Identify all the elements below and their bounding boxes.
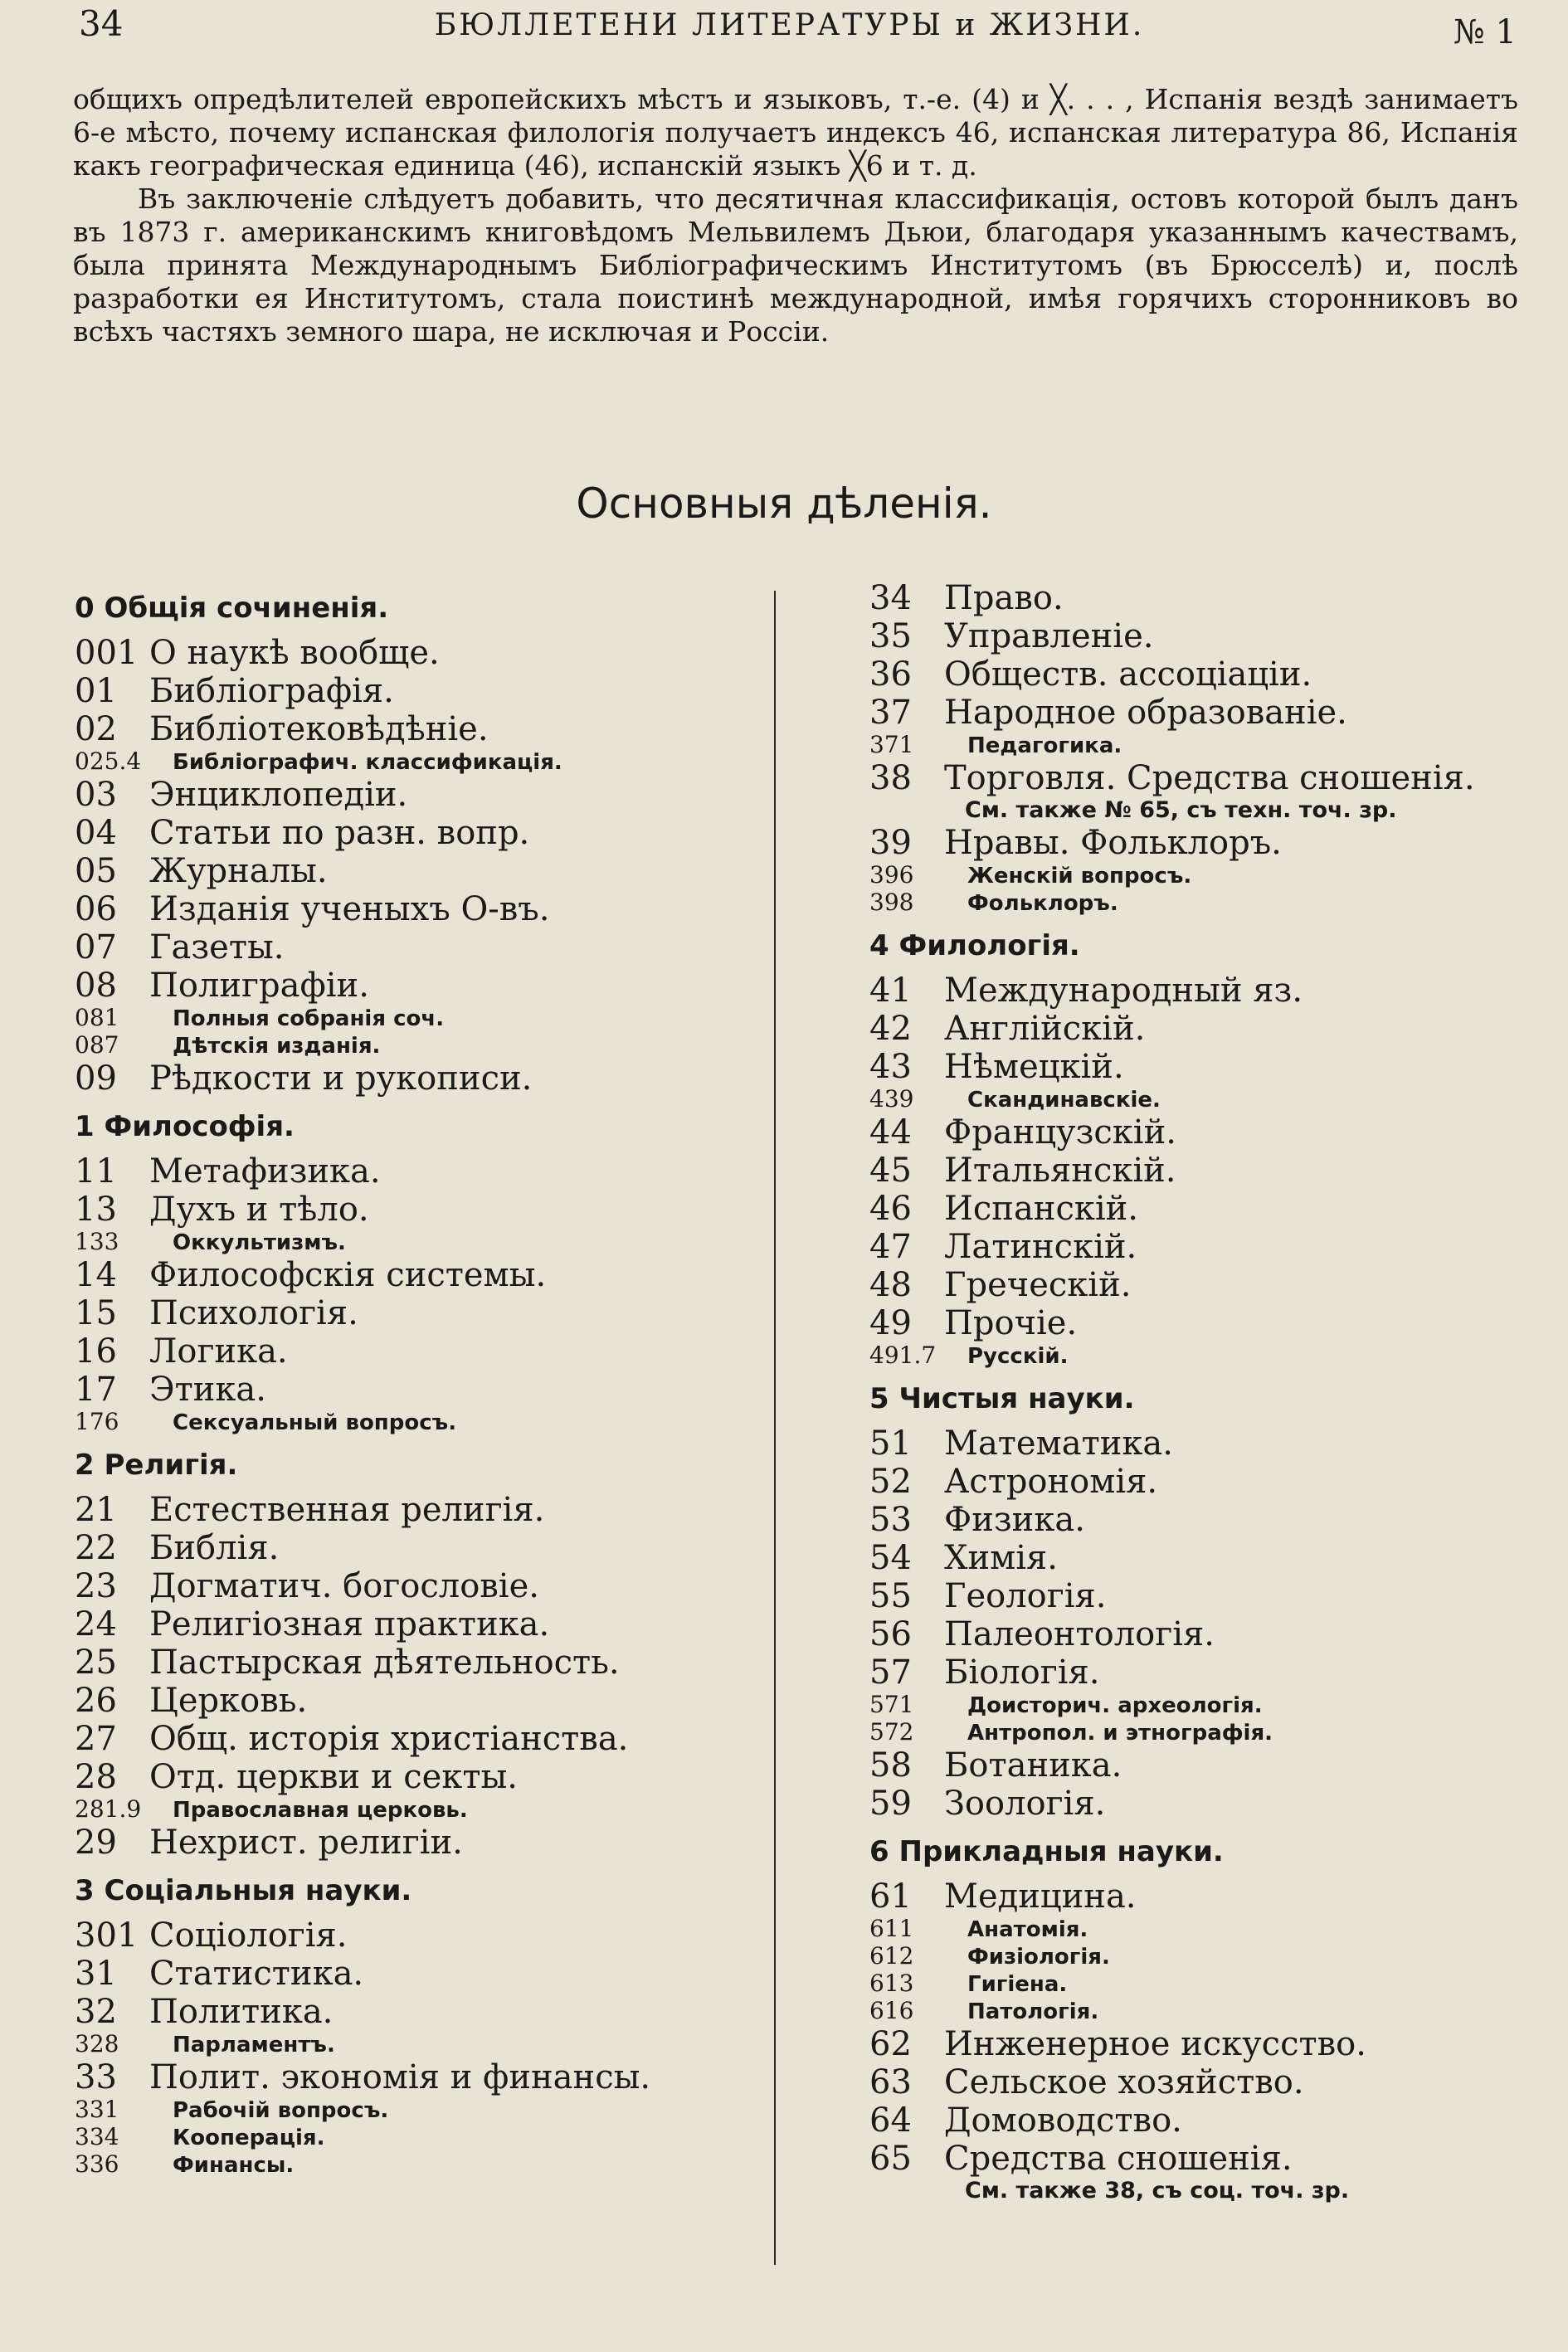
classification-entry xyxy=(75,1993,763,2031)
classification-entry xyxy=(869,1190,1525,1228)
class-label: Зоологія. xyxy=(944,1785,1106,1823)
class-code: 13 xyxy=(75,1191,117,1229)
classification-entry xyxy=(869,1877,1525,1916)
classification-entry xyxy=(75,2096,763,2124)
classification-entry xyxy=(75,1824,763,1862)
class-code: 49 xyxy=(869,1304,912,1342)
class-label: Нехрист. религіи. xyxy=(149,1824,463,1862)
class-code: 55 xyxy=(869,1577,912,1615)
classification-entry xyxy=(869,1615,1525,1653)
classification-entry xyxy=(75,2124,763,2151)
class-code: 24 xyxy=(75,1605,117,1643)
class-code: 611 xyxy=(869,1915,914,1942)
classification-entry xyxy=(869,1424,1525,1463)
classification-entry xyxy=(75,852,763,890)
class-label: Философскія системы. xyxy=(149,1256,547,1294)
class-label: Нравы. Фольклоръ. xyxy=(944,824,1282,862)
classification-entry xyxy=(869,2101,1525,2140)
classification-entry xyxy=(869,1152,1525,1190)
class-label: Астрономія. xyxy=(944,1463,1158,1501)
class-code: 301 xyxy=(75,1916,139,1955)
class-label: Прочіе. xyxy=(944,1304,1078,1342)
classification-entry xyxy=(869,889,1525,917)
classification-entry xyxy=(75,2151,763,2179)
classification-entry xyxy=(75,1191,763,1229)
classification-entry xyxy=(75,776,763,814)
class-code: 133 xyxy=(75,1228,119,1255)
class-label: Библіографія. xyxy=(149,672,394,710)
class-code: 01 xyxy=(75,672,117,710)
classification-group xyxy=(869,579,1525,917)
class-label: Пастырская дѣятельность. xyxy=(149,1643,620,1682)
class-label: Статьи по разн. вопр. xyxy=(149,814,530,852)
class-code: 334 xyxy=(75,2123,119,2150)
class-code: 64 xyxy=(869,2101,912,2140)
classification-entry xyxy=(75,634,763,672)
class-code: 616 xyxy=(869,1997,914,2024)
classification-entry xyxy=(869,1086,1525,1113)
class-code: 29 xyxy=(75,1824,117,1862)
class-code: 371 xyxy=(869,731,914,758)
class-code: 23 xyxy=(75,1567,117,1605)
class-code: 27 xyxy=(75,1720,117,1758)
classification-entry xyxy=(869,1916,1525,1943)
class-label: Антропол. и этнографія. xyxy=(967,1721,1273,1746)
classification-entry xyxy=(75,967,763,1005)
class-code: 53 xyxy=(869,1501,912,1539)
classification-entry xyxy=(75,1256,763,1294)
class-code: 37 xyxy=(869,694,912,732)
running-title: БЮЛЛЕТЕНИ ЛИТЕРАТУРЫ и ЖИЗНИ. xyxy=(434,8,1145,42)
class-code: 52 xyxy=(869,1463,912,1501)
class-code: 328 xyxy=(75,2030,119,2057)
classification-entry xyxy=(75,1059,763,1098)
classification-entry xyxy=(869,655,1525,694)
classification-entry xyxy=(75,1682,763,1720)
classification-entry xyxy=(869,1228,1525,1266)
class-label: Анатомія. xyxy=(967,1917,1088,1942)
intro-paragraph: общихъ опредѣлителей европейскихъ мѣстъ и языковъ, т.-е. (4) и ╳. . . , Испанія вездѣ занимаетъ 6-е мѣсто, почему испанская филологія получаетъ индексъ 46, испанская литература 86, Испанія какъ географическая единица (46), испанскій языкъ ╳6 и т. д. xyxy=(73,83,1518,182)
classification-entry xyxy=(75,748,763,776)
classification-entry xyxy=(75,1529,763,1567)
class-label: Нѣмецкій. xyxy=(944,1048,1124,1086)
left-column xyxy=(75,579,763,2179)
class-code: 54 xyxy=(869,1539,912,1577)
class-label: Французскій. xyxy=(944,1113,1176,1152)
classification-entry xyxy=(869,1746,1525,1785)
class-label: Кооперація. xyxy=(173,2126,325,2150)
class-code: 176 xyxy=(75,1408,119,1435)
classification-entry xyxy=(75,1567,763,1605)
classification-group xyxy=(869,1381,1525,1823)
classification-entry xyxy=(869,971,1525,1010)
classification-entry xyxy=(869,694,1525,732)
class-label: Духъ и тѣло. xyxy=(149,1191,369,1229)
class-code: 081 xyxy=(75,1004,119,1031)
class-label: Общ. исторія христіанства. xyxy=(149,1720,629,1758)
class-label: Гигіена. xyxy=(967,1972,1068,1997)
class-code: 28 xyxy=(75,1758,117,1796)
class-code: 42 xyxy=(869,1010,912,1048)
classification-entry xyxy=(75,1332,763,1371)
class-label: Журналы. xyxy=(149,852,328,890)
classification-group xyxy=(75,591,763,1098)
classification-entry xyxy=(75,814,763,852)
class-label: Инженерное искусство. xyxy=(944,2025,1366,2063)
classification-entry xyxy=(869,732,1525,759)
class-label: О наукѣ вообще. xyxy=(149,634,440,672)
class-label: Рѣдкости и рукописи. xyxy=(149,1059,533,1098)
classification-entry xyxy=(75,1032,763,1059)
class-code: 61 xyxy=(869,1877,912,1916)
class-code: 336 xyxy=(75,2150,119,2178)
classification-entry xyxy=(75,1955,763,1993)
class-label: Домоводство. xyxy=(944,2101,1182,2140)
class-label: Греческій. xyxy=(944,1266,1132,1304)
classification-entry xyxy=(75,672,763,710)
class-code: 36 xyxy=(869,655,912,694)
classification-entry xyxy=(869,1463,1525,1501)
class-label: Средства сношенія. xyxy=(944,2140,1293,2178)
class-code: 15 xyxy=(75,1294,117,1332)
class-label: Патологія. xyxy=(967,1999,1099,2024)
group-heading: 0 Общія сочиненія. xyxy=(75,592,389,625)
class-label: Медицина. xyxy=(944,1877,1137,1916)
class-label: Отд. церкви и секты. xyxy=(149,1758,519,1796)
class-code: 48 xyxy=(869,1266,912,1304)
class-label: Физика. xyxy=(944,1501,1085,1539)
class-label: Біологія. xyxy=(944,1653,1100,1692)
class-label: Полныя собранія соч. xyxy=(173,1006,445,1031)
class-label: Изданія ученыхъ О-въ. xyxy=(149,890,550,928)
class-code: 331 xyxy=(75,2096,119,2123)
class-label: Физіологія. xyxy=(967,1945,1110,1970)
classification-entry xyxy=(869,1692,1525,1719)
classification-entry xyxy=(869,1998,1525,2025)
class-label: Геологія. xyxy=(944,1577,1107,1615)
class-label: Полит. экономія и финансы. xyxy=(149,2058,651,2096)
classification-group xyxy=(75,1109,763,1436)
class-code: 398 xyxy=(869,889,914,916)
class-label: Право. xyxy=(944,579,1064,617)
intro-text xyxy=(73,83,1518,348)
cross-reference-note: См. также № 65, съ техн. точ. зр. xyxy=(965,797,1397,823)
class-label: Церковь. xyxy=(149,1682,308,1720)
class-label: Сексуальный вопросъ. xyxy=(173,1410,457,1435)
classification-group xyxy=(869,1834,1525,2204)
class-label: Управленіе. xyxy=(944,617,1154,655)
section-title: Основныя дѣленія. xyxy=(576,480,992,528)
class-code: 32 xyxy=(75,1993,117,2031)
classification-entry xyxy=(869,2063,1525,2101)
classification-group xyxy=(75,1448,763,1862)
class-code: 571 xyxy=(869,1691,914,1718)
class-code: 087 xyxy=(75,1031,119,1059)
issue-number: № 1 xyxy=(1453,13,1517,51)
class-code: 41 xyxy=(869,971,912,1010)
class-code: 31 xyxy=(75,1955,117,1993)
classification-entry xyxy=(869,1653,1525,1692)
class-code: 06 xyxy=(75,890,117,928)
class-label: Доисторич. археологія. xyxy=(967,1693,1263,1718)
class-code: 62 xyxy=(869,2025,912,2063)
classification-entry xyxy=(869,617,1525,655)
class-label: Библіографич. классификація. xyxy=(173,750,562,775)
class-label: Парламентъ. xyxy=(173,2033,335,2057)
class-code: 07 xyxy=(75,928,117,967)
class-label: Латинскій. xyxy=(944,1228,1137,1266)
classification-entry xyxy=(869,824,1525,862)
class-code: 572 xyxy=(869,1718,914,1746)
class-label: Фольклоръ. xyxy=(967,891,1118,916)
class-code: 65 xyxy=(869,2140,912,2178)
class-label: Педагогика. xyxy=(967,733,1122,758)
page-header xyxy=(62,3,1517,53)
classification-entry xyxy=(869,862,1525,889)
group-heading: 2 Религія. xyxy=(75,1449,238,1482)
class-label: Испанскій. xyxy=(944,1190,1139,1228)
classification-entry xyxy=(75,1005,763,1032)
class-label: Статистика. xyxy=(149,1955,364,1993)
classification-entry xyxy=(869,1048,1525,1086)
classification-entry xyxy=(869,579,1525,617)
class-label: Библія. xyxy=(149,1529,280,1567)
group-heading: 6 Прикладныя науки. xyxy=(869,1835,1224,1868)
classification-entry xyxy=(869,1501,1525,1539)
class-code: 21 xyxy=(75,1491,117,1529)
classification-entry xyxy=(75,1294,763,1332)
group-heading: 4 Филологія. xyxy=(869,929,1080,962)
class-label: Естественная религія. xyxy=(149,1491,545,1529)
classification-entry xyxy=(869,2140,1525,2178)
class-label: Соціологія. xyxy=(149,1916,348,1955)
class-code: 04 xyxy=(75,814,117,852)
group-heading: 1 Философія. xyxy=(75,1110,295,1143)
class-label: Сельское хозяйство. xyxy=(944,2063,1304,2101)
class-code: 38 xyxy=(869,759,912,797)
class-label: Палеонтологія. xyxy=(944,1615,1215,1653)
classification-entry xyxy=(75,1371,763,1409)
class-label: Политика. xyxy=(149,1993,334,2031)
class-code: 09 xyxy=(75,1059,117,1098)
classification-entry xyxy=(869,1539,1525,1577)
classification-entry xyxy=(75,1916,763,1955)
cross-reference-note: См. также 38, съ соц. точ. зр. xyxy=(965,2178,1350,2203)
class-label: Энциклопедіи. xyxy=(149,776,408,814)
class-label: Народное образованіе. xyxy=(944,694,1347,732)
classification-entry xyxy=(75,2031,763,2058)
class-code: 43 xyxy=(869,1048,912,1086)
class-code: 02 xyxy=(75,710,117,748)
class-label: Логика. xyxy=(149,1332,288,1371)
class-code: 025.4 xyxy=(75,747,142,775)
class-code: 612 xyxy=(869,1942,914,1970)
class-code: 25 xyxy=(75,1643,117,1682)
class-label: Полиграфіи. xyxy=(149,967,369,1005)
class-code: 281.9 xyxy=(75,1795,142,1823)
classification-group xyxy=(869,928,1525,1370)
class-code: 57 xyxy=(869,1653,912,1692)
classification-entry xyxy=(869,1113,1525,1152)
class-code: 47 xyxy=(869,1228,912,1266)
class-label: Обществ. ассоціаціи. xyxy=(944,655,1312,694)
classification-entry xyxy=(869,2025,1525,2063)
group-heading: 5 Чистыя науки. xyxy=(869,1382,1135,1415)
class-code: 56 xyxy=(869,1615,912,1653)
class-code: 16 xyxy=(75,1332,117,1371)
classification-entry xyxy=(869,1719,1525,1746)
classification-entry xyxy=(75,1491,763,1529)
intro-paragraph: Въ заключеніе слѣдуетъ добавить, что десятичная классификація, остовъ которой былъ данъ въ 1873 г. американскимъ книговѣдомъ Мельвилемъ Дьюи, благодаря указаннымъ качествамъ, была принята Международнымъ Библіографическимъ Институтомъ (въ Брюсселѣ) и, послѣ разработки ея Институтомъ, стала поистинѣ международной, имѣя горячихъ сторонниковъ во всѣхъ частяхъ земного шара, не исключая и Россіи. xyxy=(73,183,1518,348)
class-label: Итальянскій. xyxy=(944,1152,1176,1190)
class-label: Англійскій. xyxy=(944,1010,1146,1048)
class-label: Рабочій вопросъ. xyxy=(173,2098,389,2123)
class-label: Женскій вопросъ. xyxy=(967,864,1192,889)
class-code: 14 xyxy=(75,1256,117,1294)
classification-entry xyxy=(869,1342,1525,1370)
classification-entry xyxy=(75,1643,763,1682)
classification-entry xyxy=(75,1229,763,1256)
class-code: 03 xyxy=(75,776,117,814)
class-label: Скандинавскіе. xyxy=(967,1088,1161,1113)
class-code: 05 xyxy=(75,852,117,890)
classification-entry xyxy=(75,1796,763,1824)
classification-entry xyxy=(869,1304,1525,1342)
class-code: 39 xyxy=(869,824,912,862)
classification-entry xyxy=(869,1266,1525,1304)
classification-entry xyxy=(75,928,763,967)
class-label: Метафизика. xyxy=(149,1152,381,1191)
class-code: 17 xyxy=(75,1371,117,1409)
column-divider xyxy=(774,591,776,2265)
classification-entry xyxy=(75,1152,763,1191)
classification-entry xyxy=(869,759,1525,797)
classification-entry xyxy=(75,710,763,748)
class-code: 08 xyxy=(75,967,117,1005)
class-code: 33 xyxy=(75,2058,117,2096)
class-code: 439 xyxy=(869,1085,914,1113)
classification-entry xyxy=(75,1758,763,1796)
class-label: Торговля. Средства сношенія. xyxy=(944,759,1475,797)
class-label: Газеты. xyxy=(149,928,285,967)
class-code: 396 xyxy=(869,861,914,889)
classification-entry xyxy=(869,1970,1525,1998)
classification-entry xyxy=(869,1577,1525,1615)
class-label: Догматич. богословіе. xyxy=(149,1567,539,1605)
classification-entry xyxy=(869,1785,1525,1823)
class-code: 59 xyxy=(869,1785,912,1823)
class-label: Оккультизмъ. xyxy=(173,1230,346,1255)
classification-group xyxy=(75,1873,763,2179)
group-heading: 3 Соціальныя науки. xyxy=(75,1874,412,1907)
class-label: Православная церковь. xyxy=(173,1798,468,1823)
class-label: Русскій. xyxy=(967,1344,1069,1369)
class-label: Этика. xyxy=(149,1371,266,1409)
class-code: 491.7 xyxy=(869,1342,937,1369)
class-code: 34 xyxy=(869,579,912,617)
class-code: 44 xyxy=(869,1113,912,1152)
classification-entry xyxy=(75,890,763,928)
class-label: Библіотековѣдѣніе. xyxy=(149,710,489,748)
classification-entry xyxy=(75,1720,763,1758)
class-code: 51 xyxy=(869,1424,912,1463)
classification-entry xyxy=(869,1010,1525,1048)
class-code: 001 xyxy=(75,634,139,672)
class-code: 11 xyxy=(75,1152,117,1191)
classification-entry xyxy=(869,1943,1525,1970)
classification-entry xyxy=(75,1409,763,1436)
class-label: Математика. xyxy=(944,1424,1173,1463)
class-label: Религіозная практика. xyxy=(149,1605,550,1643)
class-code: 63 xyxy=(869,2063,912,2101)
class-code: 35 xyxy=(869,617,912,655)
class-code: 45 xyxy=(869,1152,912,1190)
class-code: 58 xyxy=(869,1746,912,1785)
class-label: Психологія. xyxy=(149,1294,358,1332)
class-label: Ботаника. xyxy=(944,1746,1122,1785)
class-label: Финансы. xyxy=(173,2153,295,2178)
classification-entry xyxy=(75,1605,763,1643)
right-column xyxy=(869,579,1525,2204)
class-label: Международный яз. xyxy=(944,971,1303,1010)
page-number: 34 xyxy=(79,3,124,44)
class-code: 46 xyxy=(869,1190,912,1228)
class-code: 26 xyxy=(75,1682,117,1720)
class-code: 613 xyxy=(869,1970,914,1997)
class-code: 22 xyxy=(75,1529,117,1567)
classification-entry xyxy=(75,2058,763,2096)
class-label: Дѣтскія изданія. xyxy=(173,1034,381,1059)
class-label: Химія. xyxy=(944,1539,1058,1577)
